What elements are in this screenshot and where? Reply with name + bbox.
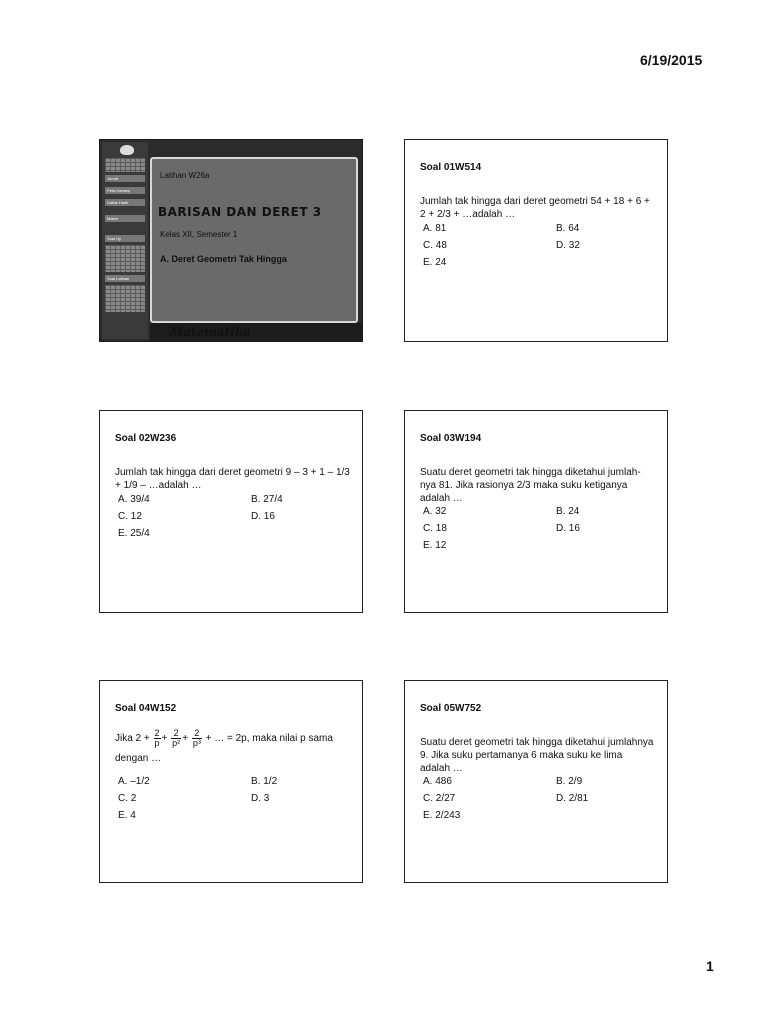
option-e: E. 4 bbox=[118, 810, 136, 821]
sidebar-pattern bbox=[105, 158, 145, 172]
option-c: C. 12 bbox=[118, 511, 142, 522]
question-title: Soal 04W152 bbox=[115, 703, 177, 714]
slide-title: BARISAN DAN DERET 3 bbox=[158, 205, 322, 219]
option-b: B. 27/4 bbox=[251, 494, 283, 505]
fraction: $\frac{2}{\text{p³}}$ bbox=[192, 728, 201, 748]
emblem-icon bbox=[120, 145, 134, 155]
sidebar-item-soal-uji: Soal Uji bbox=[105, 235, 145, 242]
question-title: Soal 03W194 bbox=[420, 433, 482, 444]
option-d: D. 16 bbox=[556, 523, 580, 534]
option-b: B. 1/2 bbox=[251, 776, 278, 787]
kelas-label: Kelas XII, Semester 1 bbox=[160, 230, 238, 239]
option-b: B. 24 bbox=[556, 506, 580, 517]
sidebar-item-peta-konsep: Peta Konsep bbox=[105, 187, 145, 194]
question-text-end: + … = 2p, maka nilai p sama bbox=[205, 733, 333, 745]
page-number: 1 bbox=[706, 958, 714, 974]
slide-sidebar bbox=[102, 142, 148, 339]
option-a: A. 486 bbox=[423, 776, 452, 787]
question-slide bbox=[404, 680, 668, 883]
option-d: D. 3 bbox=[251, 793, 270, 804]
option-a: A. –1/2 bbox=[118, 776, 150, 787]
option-e: E. 12 bbox=[423, 540, 447, 551]
option-e: E. 24 bbox=[423, 257, 447, 268]
option-b: B. 2/9 bbox=[556, 776, 583, 787]
question-text: Suatu deret geometri tak hingga diketahui jumlah-nya 81. Jika rasionya 2/3 maka suku ketiganya adalah … bbox=[420, 467, 641, 504]
options bbox=[423, 503, 653, 554]
sidebar-item-materi: Materi bbox=[105, 215, 145, 222]
question-title: Soal 02W236 bbox=[115, 433, 177, 444]
options bbox=[423, 773, 653, 824]
option-c: C. 18 bbox=[423, 523, 447, 534]
question-title: Soal 05W752 bbox=[420, 703, 482, 714]
question-text: Suatu deret geometri tak hingga diketahui jumlahnya 9. Jika suku pertamanya 6 maka suku ke lima adalah … bbox=[420, 737, 654, 774]
date-header: 6/19/2015 bbox=[640, 52, 703, 68]
option-c: C. 2/27 bbox=[423, 793, 456, 804]
options bbox=[423, 220, 653, 271]
topic-label: A. Deret Geometri Tak Hingga bbox=[160, 254, 287, 264]
option-a: A. 81 bbox=[423, 223, 447, 234]
title-slide bbox=[99, 139, 363, 342]
question-text: Jumlah tak hingga dari deret geometri 9 – 3 + 1 – 1/3 + 1/9 – …adalah … bbox=[115, 467, 350, 491]
option-e: E. 2/243 bbox=[423, 810, 461, 821]
option-a: A. 39/4 bbox=[118, 494, 150, 505]
options bbox=[118, 773, 348, 824]
fraction: $\frac{2}{\text{p²}}$ bbox=[172, 728, 181, 748]
sidebar-item-soal-latihan: Soal Latihan bbox=[105, 275, 145, 282]
sidebar-pattern bbox=[105, 285, 145, 312]
option-a: A. 32 bbox=[423, 506, 447, 517]
latihan-label: Latihan W26a bbox=[160, 171, 210, 180]
sidebar-item-jurnal: Jurnal bbox=[105, 175, 145, 182]
question-title: Soal 01W514 bbox=[420, 162, 482, 173]
question-text: Jumlah tak hingga dari deret geometri 54 + 18 + 6 + 2 + 2/3 + …adalah … bbox=[420, 196, 650, 220]
sidebar-pattern bbox=[105, 245, 145, 272]
question-text: Jika 2 + $\frac{2}{p}$ + $\frac{2}{\text{p²}}$ + $\frac{2}{\text{p³}}$ + … = 2p, maka nilai p sama dengan … bbox=[115, 729, 350, 765]
fraction: $\frac{2}{p}$ bbox=[154, 728, 160, 748]
question-slide bbox=[404, 139, 668, 342]
question-slide bbox=[99, 410, 363, 613]
option-d: D. 16 bbox=[251, 511, 275, 522]
options bbox=[118, 491, 348, 542]
question-text-start: Jika 2 + bbox=[115, 733, 150, 745]
question-text-line2: dengan … bbox=[115, 753, 162, 764]
brand-logo: Matematika bbox=[170, 325, 251, 339]
option-c: C. 48 bbox=[423, 240, 447, 251]
option-d: D. 32 bbox=[556, 240, 580, 251]
question-slide bbox=[99, 680, 363, 883]
option-e: E. 25/4 bbox=[118, 528, 150, 539]
option-c: C. 2 bbox=[118, 793, 137, 804]
option-b: B. 64 bbox=[556, 223, 580, 234]
question-slide bbox=[404, 410, 668, 613]
sidebar-item-daftar-hadir: Daftar Hadir bbox=[105, 199, 145, 206]
title-panel bbox=[150, 157, 358, 323]
option-d: D. 2/81 bbox=[556, 793, 589, 804]
